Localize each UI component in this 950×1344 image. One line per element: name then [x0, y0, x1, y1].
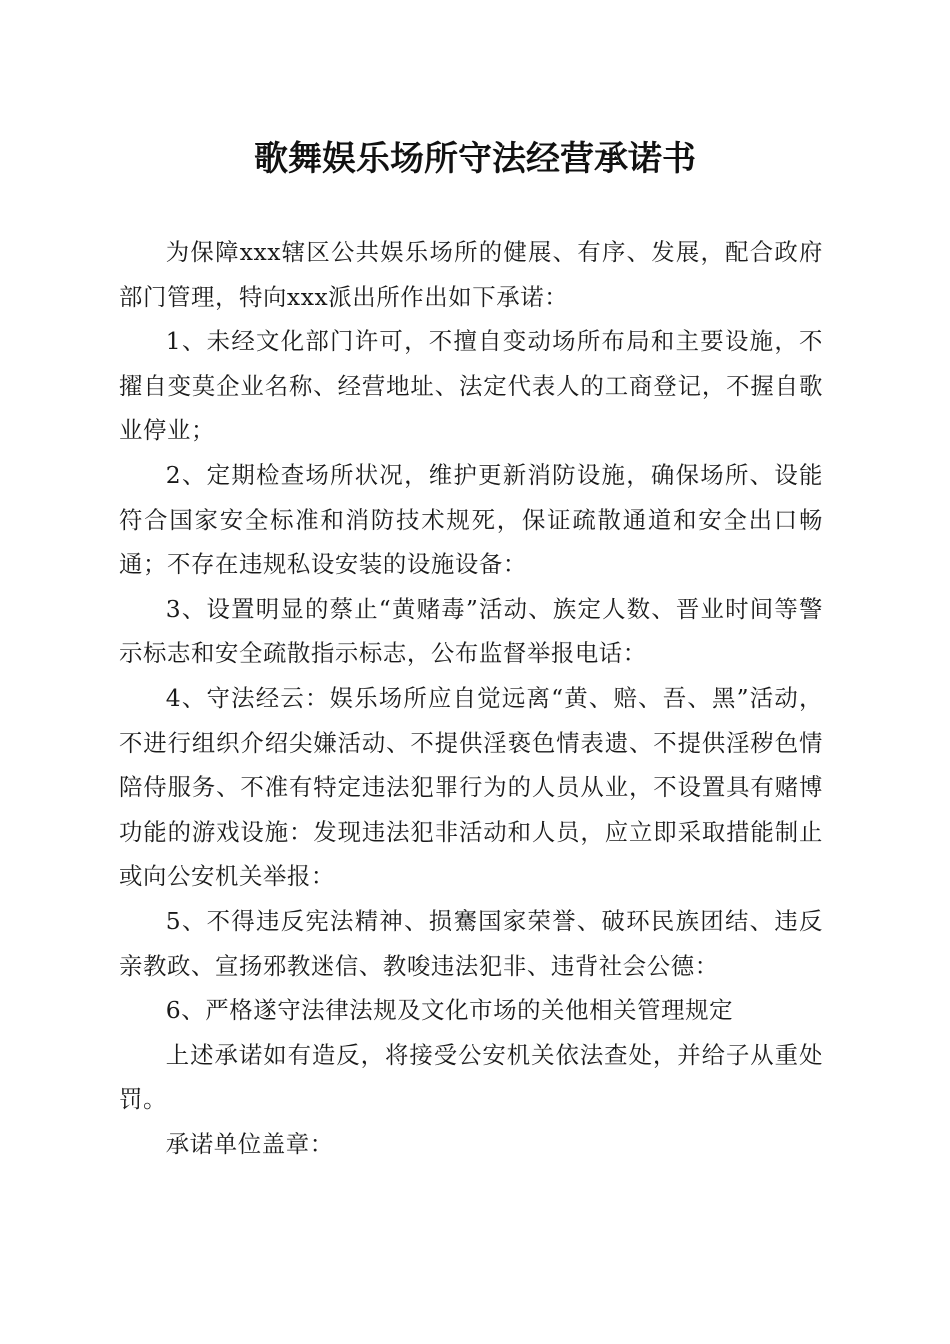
paragraph-item-1: 1、未经文化部门许可，不擅自变动场所布局和主要设施，不擢自变莫企业名称、经营地址、法定代表人的工商登记，不握自歌业停业；: [119, 327, 823, 445]
paragraph-item-5: 5、不得违反宪法精神、损騫国家荣誉、破环民族团结、违反亲教政、宣扬邪教迷信、教唆违法犯非、违背社会公德：: [119, 906, 823, 980]
paragraph-item-4: 4、守法经云：娱乐场所应自觉远离“黄、赔、吾、黑”活动，不进行组织介绍尖嫌活动、不提供淫亵色情表遗、不提供淫秽色情陪侍服务、不准有特定违法犯罪行为的人员从业，不设置具有赌博功能的游戏设施：发现违法犯非活动和人员，应立即采取措能制止或向公安机关举报：: [119, 683, 823, 891]
seal-label: 承诺单位盖章：: [165, 1129, 334, 1158]
paragraph-consequence: 上述承诺如有造反，将接受公安机关依法查处，并给子从重处罚。: [119, 1040, 823, 1114]
paragraph-item-2: 2、定期检查场所状况，维护更新消防设施，确保场所、设能符合国家安全标准和消防技术规死，保证疏散通道和安全出口畅通；不存在违规私设安装的设施设备：: [119, 460, 823, 579]
document-title: 歌舞娱乐场所守法经营承诺书: [254, 139, 696, 179]
paragraph-item-6: 6、严格遂守法律法规及文化市场的关他相关管理规定: [165, 996, 734, 1025]
document-body: [119, 230, 823, 1166]
paragraph-intro: 为保障xxx辖区公共娱乐场所的健展、有序、发展，配合政府部门管理，特向xxx派出所作出如下承诺：: [119, 238, 823, 311]
paragraph-item-3: 3、设置明显的蔡止“黄赌毒”活动、族定人数、晋业时间等警示标志和安全疏散指示标志，公布监督举报电话：: [119, 594, 823, 668]
